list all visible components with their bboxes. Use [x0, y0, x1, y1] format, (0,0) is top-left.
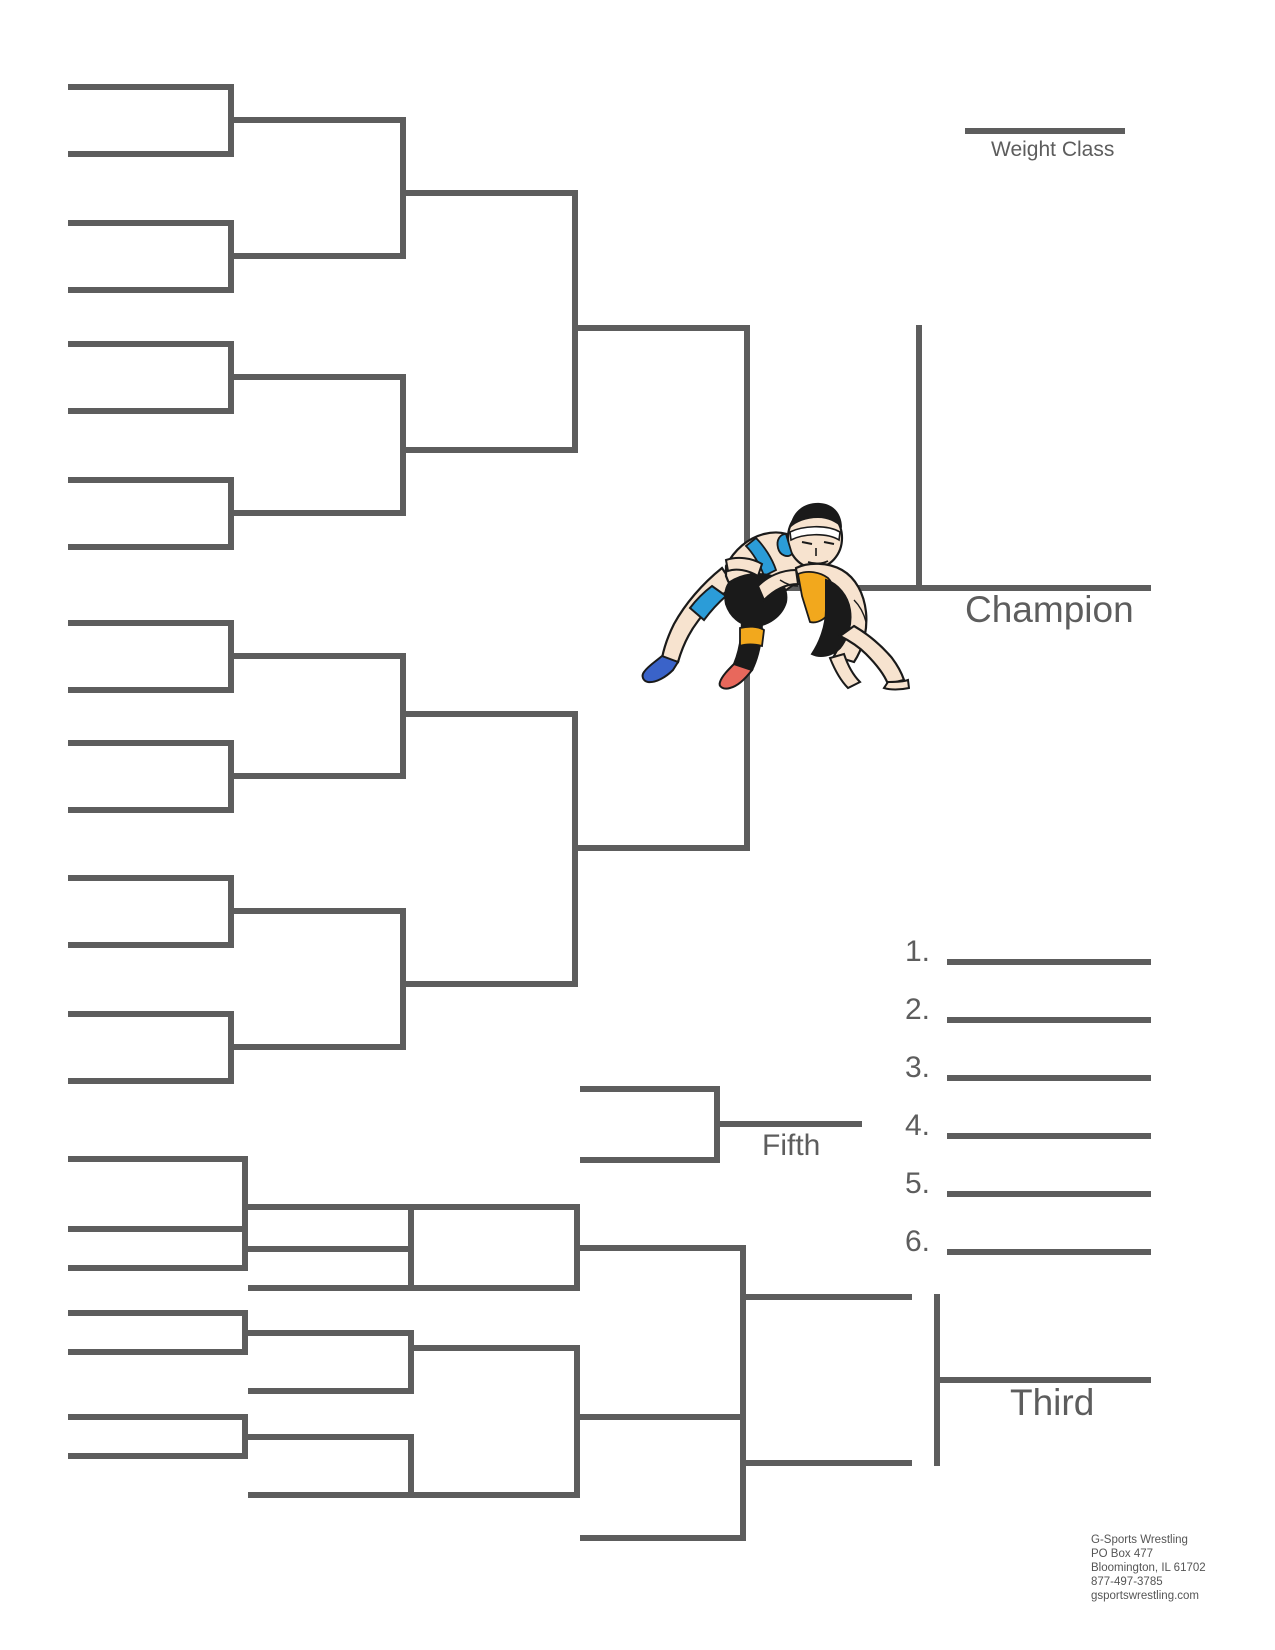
r2-slot[interactable] — [234, 908, 406, 914]
r3-slot[interactable] — [406, 447, 578, 453]
placement-number: 6. — [905, 1225, 931, 1258]
cons-r1-connector — [242, 1156, 248, 1228]
placement-line[interactable] — [947, 959, 1151, 965]
cons-r2-connector — [408, 1434, 414, 1498]
cons-r2-slot[interactable] — [248, 1246, 414, 1252]
cons-r2-slot[interactable] — [248, 1434, 414, 1440]
weight-class-label: Weight Class — [991, 138, 1115, 161]
cons-r1-slot[interactable] — [68, 1156, 248, 1162]
cons-r2-slot[interactable] — [248, 1388, 414, 1394]
r2-connector — [400, 374, 406, 516]
footer-contact-block — [1091, 1533, 1206, 1603]
third-slot[interactable] — [746, 1460, 912, 1466]
r1-slot[interactable] — [68, 287, 234, 293]
placement-line[interactable] — [947, 1017, 1151, 1023]
r1-slot[interactable] — [68, 477, 234, 483]
r2-connector — [400, 117, 406, 259]
placement-number: 3. — [905, 1051, 931, 1084]
cons-r4-connector — [740, 1414, 746, 1541]
fifth-slot[interactable] — [580, 1157, 720, 1163]
cons-r1-slot[interactable] — [68, 1453, 248, 1459]
r1-slot[interactable] — [68, 341, 234, 347]
placement-number: 4. — [905, 1109, 931, 1142]
r2-connector — [400, 908, 406, 1050]
placement-line[interactable] — [947, 1133, 1151, 1139]
r1-slot[interactable] — [68, 84, 234, 90]
placement-line[interactable] — [947, 1249, 1151, 1255]
r1-slot[interactable] — [68, 151, 234, 157]
cons-r3-slot[interactable] — [414, 1345, 580, 1351]
final-connector — [916, 325, 922, 591]
r1-slot[interactable] — [68, 687, 234, 693]
r1-slot[interactable] — [68, 544, 234, 550]
r1-slot[interactable] — [68, 942, 234, 948]
placement-number: 1. — [905, 935, 931, 968]
placement-line[interactable] — [947, 1075, 1151, 1081]
cons-r3-slot[interactable] — [414, 1492, 580, 1498]
r3-slot[interactable] — [406, 711, 578, 717]
r2-slot[interactable] — [234, 117, 406, 123]
cons-r2-slot[interactable] — [248, 1204, 414, 1210]
cons-r2-slot[interactable] — [248, 1330, 414, 1336]
cons-r1-slot[interactable] — [68, 1310, 248, 1316]
r2-slot[interactable] — [234, 510, 406, 516]
cons-r2-slot[interactable] — [248, 1492, 414, 1498]
r1-slot[interactable] — [68, 1011, 234, 1017]
cons-r2-connector — [408, 1204, 414, 1291]
r1-slot[interactable] — [68, 875, 234, 881]
footer-website: gsportswrestling.com — [1091, 1590, 1200, 1602]
wrestler-illustration — [630, 476, 910, 691]
footer-company: G-Sports Wrestling — [1091, 1534, 1188, 1546]
footer-phone: 877-497-3785 — [1091, 1576, 1163, 1588]
champion-label: Champion — [965, 589, 1134, 630]
cons-r1-slot[interactable] — [68, 1349, 248, 1355]
fifth-line[interactable] — [714, 1121, 862, 1127]
r3-slot[interactable] — [406, 190, 578, 196]
cons-r3-connector — [574, 1345, 580, 1498]
r1-slot[interactable] — [68, 220, 234, 226]
third-slot[interactable] — [746, 1294, 912, 1300]
r1-slot[interactable] — [68, 740, 234, 746]
third-label: Third — [1010, 1382, 1095, 1423]
fifth-slot[interactable] — [580, 1086, 720, 1092]
cons-r1-slot[interactable] — [68, 1226, 248, 1232]
cons-r4-slot[interactable] — [580, 1414, 746, 1420]
placement-number: 2. — [905, 993, 931, 1026]
cons-r4-slot[interactable] — [580, 1535, 746, 1541]
r2-slot[interactable] — [234, 773, 406, 779]
r2-slot[interactable] — [234, 374, 406, 380]
r1-slot[interactable] — [68, 620, 234, 626]
footer-po-box: PO Box 477 — [1091, 1548, 1154, 1560]
cons-r3-slot[interactable] — [414, 1285, 580, 1291]
r3-slot[interactable] — [406, 981, 578, 987]
placement-line[interactable] — [947, 1191, 1151, 1197]
r2-slot[interactable] — [234, 253, 406, 259]
cons-r2-slot[interactable] — [248, 1285, 414, 1291]
fifth-label: Fifth — [762, 1129, 821, 1162]
r1-slot[interactable] — [68, 807, 234, 813]
cons-r4-slot[interactable] — [580, 1245, 746, 1251]
r4-slot[interactable] — [578, 845, 750, 851]
cons-r1-slot[interactable] — [68, 1265, 248, 1271]
weight-class-line[interactable] — [965, 128, 1125, 134]
r2-slot[interactable] — [234, 653, 406, 659]
footer-city-state-zip: Bloomington, IL 61702 — [1091, 1562, 1206, 1574]
r3-connector — [572, 190, 578, 453]
placement-number: 5. — [905, 1167, 931, 1200]
r1-slot[interactable] — [68, 408, 234, 414]
r4-slot[interactable] — [578, 325, 750, 331]
r2-slot[interactable] — [234, 1044, 406, 1050]
cons-r2-connector — [408, 1330, 414, 1394]
cons-r1-slot[interactable] — [68, 1414, 248, 1420]
cons-r3-slot[interactable] — [414, 1204, 580, 1210]
cons-r4-connector — [740, 1245, 746, 1420]
r1-slot[interactable] — [68, 1078, 234, 1084]
